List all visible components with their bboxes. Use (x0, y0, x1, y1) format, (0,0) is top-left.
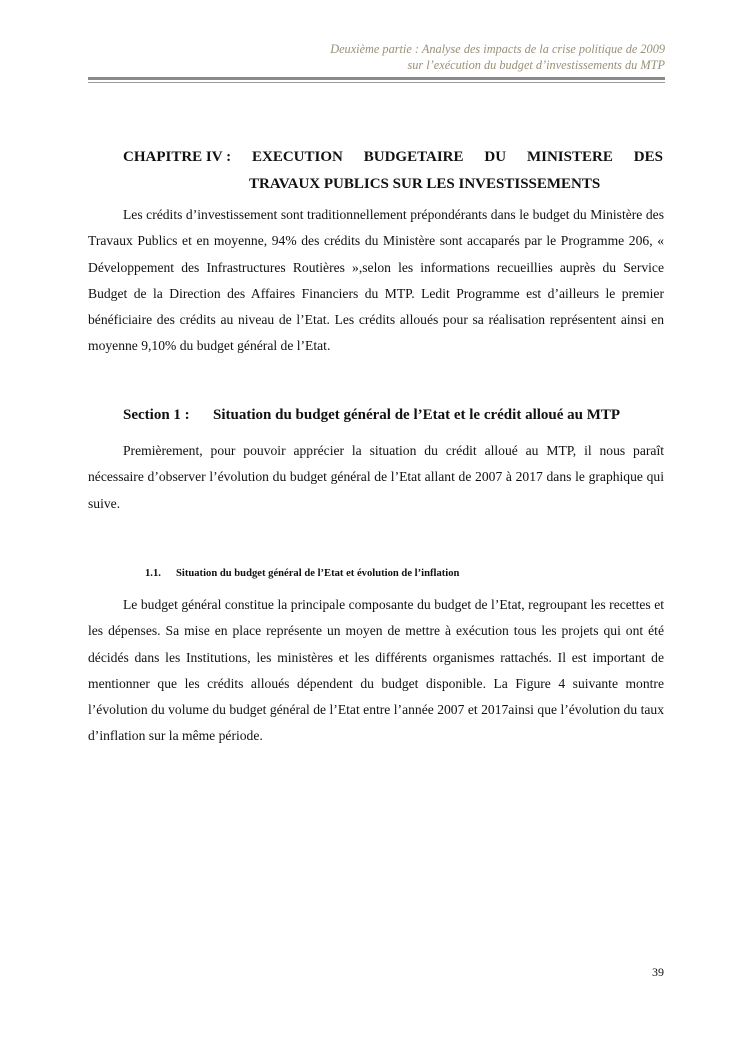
running-header-line1: Deuxième partie : Analyse des impacts de la crise politique de 2009 (330, 42, 665, 56)
chapter-word: DES (633, 149, 663, 165)
chapter-word: BUDGETAIRE (363, 149, 464, 165)
chapter-label: CHAPITRE IV : (123, 149, 232, 165)
chapter-word: EXECUTION (251, 149, 343, 165)
section-title (123, 402, 620, 428)
running-header (330, 41, 665, 73)
chapter-word: MINISTERE (526, 149, 613, 165)
section-label: Section 1 : (123, 407, 190, 423)
subsection-title (145, 565, 459, 583)
chapter-title-line2: TRAVAUX PUBLICS SUR LES INVESTISSEMENTS (249, 176, 601, 192)
page-number: 39 (652, 965, 664, 979)
subsection-paragraph: Le budget général constitue la principale composante du budget de l’Etat, regroupant les recettes et les dépenses. Sa mise en place représente un moyen de mettre à exécution tous les projets qui ont été décidés dans les Institutions, les ministères et les différents organismes rattachés. Il est important de mentionner que les crédits alloués dépendent du budget disponible. La Figure 4 suivante montre l’évolution du volume du budget général de l’Etat entre l’année 2007 et 2017ainsi que l’évolution du taux d’inflation sur la même période. (88, 597, 664, 744)
section-title-text: Situation du budget général de l’Etat et le crédit alloué au MTP (213, 407, 621, 423)
subsection-title-text: Situation du budget général de l’Etat et évolution de l’inflation (176, 568, 460, 579)
chapter-title-line1 (123, 144, 663, 171)
intro-paragraph: Les crédits d’investissement sont traditionnellement prépondérants dans le budget du Ministère des Travaux Publics et en moyenne, 94% des crédits du Ministère sont accaparés par le Programme 206, « Développement des Infrastructures Routières »,selon les informations recueillies auprès du Service Budget de la Direction des Affaires Financiers du MTP. Ledit Programme est d’ailleurs le premier bénéficiaire des crédits au niveau de l’Etat. Les crédits alloués pour sa réalisation représentent ainsi en moyenne 9,10% du budget général de l’Etat. (88, 207, 664, 354)
subsection-number: 1.1. (145, 568, 161, 579)
chapter-word: DU (484, 149, 507, 165)
header-rule-thick (88, 77, 665, 80)
section-paragraph: Premièrement, pour pouvoir apprécier la situation du crédit alloué au MTP, il nous paraît nécessaire d’observer l’évolution du budget général de l’Etat allant de 2007 à 2017 dans le graphique qui suive. (88, 443, 664, 511)
header-rule-thin (88, 82, 665, 83)
chapter-title (123, 144, 663, 198)
running-header-line2: sur l’exécution du budget d’investissements du MTP (407, 58, 665, 72)
